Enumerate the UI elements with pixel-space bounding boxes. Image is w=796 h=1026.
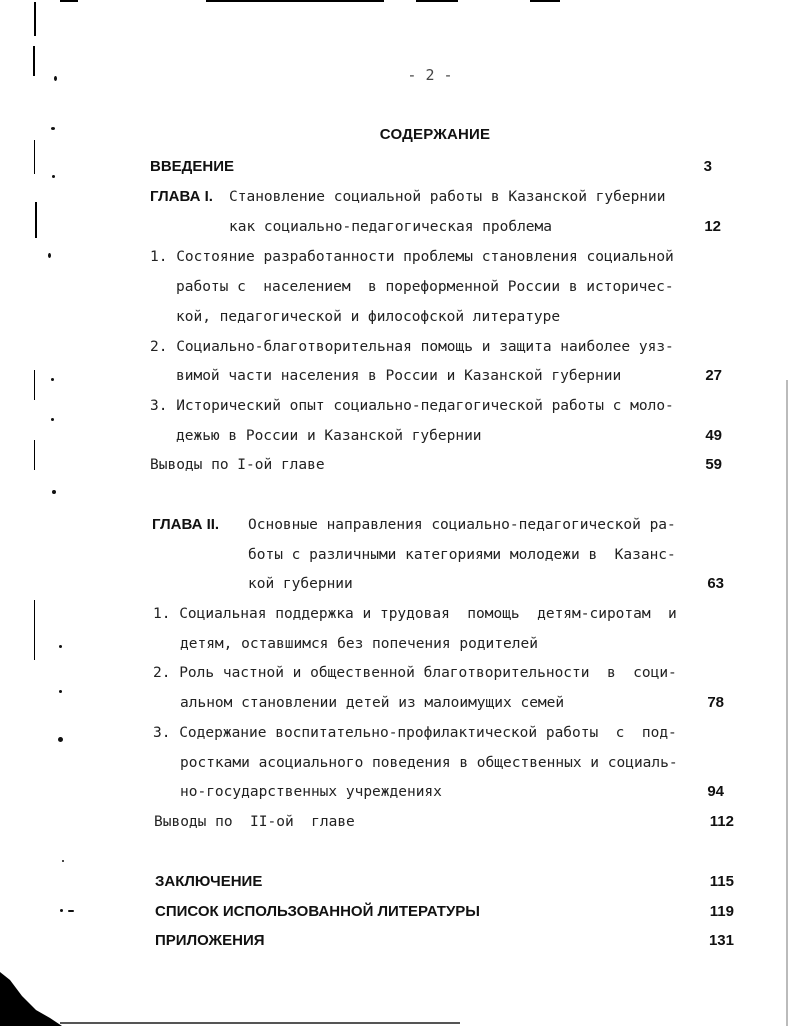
toc-section-page: 78	[707, 694, 724, 711]
toc-chapter2-conclusion: Выводы по II-ой главе	[154, 814, 355, 830]
toc-intro-page: 3	[703, 158, 712, 175]
toc-section-line: 1. Социальная поддержка и трудовая помощь детям-сиротам и	[153, 606, 677, 622]
toc-section-line: ростками асоциального поведения в общественных и социаль-	[180, 755, 678, 771]
scan-speck	[59, 645, 62, 648]
scan-edge-left-4	[35, 202, 37, 238]
scan-edge-left-5	[34, 370, 35, 400]
scan-edge-left-2	[33, 46, 35, 76]
scan-speck	[52, 175, 55, 178]
toc-section-line: 2. Социально-благотворительная помощь и защита наиболее уяз-	[150, 339, 674, 355]
toc-section-page: 94	[707, 783, 724, 800]
toc-section-page: 27	[705, 367, 722, 384]
toc-chapter1-title: Становление социальной работы в Казанской губернии	[229, 189, 666, 205]
toc-chapter2-title: кой губернии	[248, 576, 353, 592]
scan-edge-left-6	[34, 440, 35, 470]
scan-edge-left-1	[34, 2, 36, 36]
toc-section-line: 2. Роль частной и общественной благотворительности в соци-	[153, 665, 677, 681]
scan-speck	[62, 860, 64, 862]
toc-section-line: детям, оставшимся без попечения родителей	[180, 636, 538, 652]
toc-conclusion-page: 115	[709, 873, 734, 890]
toc-section-line: 3. Исторический опыт социально-педагогической работы с моло-	[150, 398, 674, 414]
toc-bibliography-label: СПИСОК ИСПОЛЬЗОВАННОЙ ЛИТЕРАТУРЫ	[155, 903, 480, 920]
scan-speck	[58, 737, 63, 742]
toc-section-page: 49	[705, 427, 722, 444]
scan-edge-top-2	[206, 0, 384, 2]
scan-edge-top-1	[60, 0, 78, 2]
toc-chapter1-page: 12	[704, 218, 721, 235]
scan-edge-top-4	[530, 0, 560, 2]
toc-section-line: работы с населением в пореформенной России в историчес-	[176, 279, 674, 295]
scan-edge-left-3	[34, 140, 35, 174]
scan-edge-top-3	[416, 0, 458, 2]
page-title: СОДЕРЖАНИЕ	[379, 126, 491, 143]
toc-chapter1-conclusion-page: 59	[705, 456, 722, 473]
toc-chapter2-heading: ГЛАВА II.	[152, 516, 220, 533]
toc-appendix-page: 131	[708, 932, 734, 949]
scan-edge-bottom	[60, 1022, 460, 1024]
scan-speck	[51, 378, 54, 381]
toc-conclusion-label: ЗАКЛЮЧЕНИЕ	[155, 873, 263, 890]
scan-speck	[54, 76, 57, 81]
scan-speck	[48, 253, 51, 258]
toc-section-line: кой, педагогической и философской литературе	[176, 309, 561, 325]
toc-intro-label: ВВЕДЕНИЕ	[150, 158, 234, 175]
toc-chapter1-title: как социально-педагогическая проблема	[229, 219, 553, 235]
scan-speck	[52, 490, 56, 494]
toc-section-line: 1. Состояние разработанности проблемы становления социальной	[150, 249, 674, 265]
scan-speck	[59, 690, 62, 693]
toc-bibliography-page: 119	[709, 903, 734, 920]
scan-speck	[60, 909, 63, 912]
toc-chapter2-title: Основные направления социально-педагогической ра-	[248, 517, 676, 533]
toc-chapter1-heading: ГЛАВА I.	[150, 188, 213, 205]
toc-section-line: вимой части населения в России и Казанской губернии	[176, 368, 622, 384]
scan-corner-shadow	[0, 972, 62, 1026]
toc-section-line: дежью в России и Казанской губернии	[176, 428, 482, 444]
page-number: - 2 -	[407, 66, 453, 84]
toc-appendix-label: ПРИЛОЖЕНИЯ	[155, 932, 265, 949]
scan-edge-left-7	[34, 600, 35, 660]
toc-section-line: 3. Содержание воспитательно-профилактической работы с под-	[153, 725, 677, 741]
toc-chapter2-title: боты с различными категориями молодежи в Казанс-	[248, 547, 676, 563]
scan-edge-right	[786, 380, 788, 1026]
toc-section-line: но-государственных учреждениях	[180, 784, 442, 800]
scan-speck	[51, 418, 54, 421]
scan-speck	[51, 127, 55, 130]
toc-section-line: альном становлении детей из малоимущих семей	[180, 695, 565, 711]
scan-speck	[68, 910, 74, 912]
toc-chapter2-page: 63	[707, 575, 724, 592]
toc-chapter1-conclusion: Выводы по I-ой главе	[150, 457, 325, 473]
toc-chapter2-conclusion-page: 112	[709, 813, 734, 830]
